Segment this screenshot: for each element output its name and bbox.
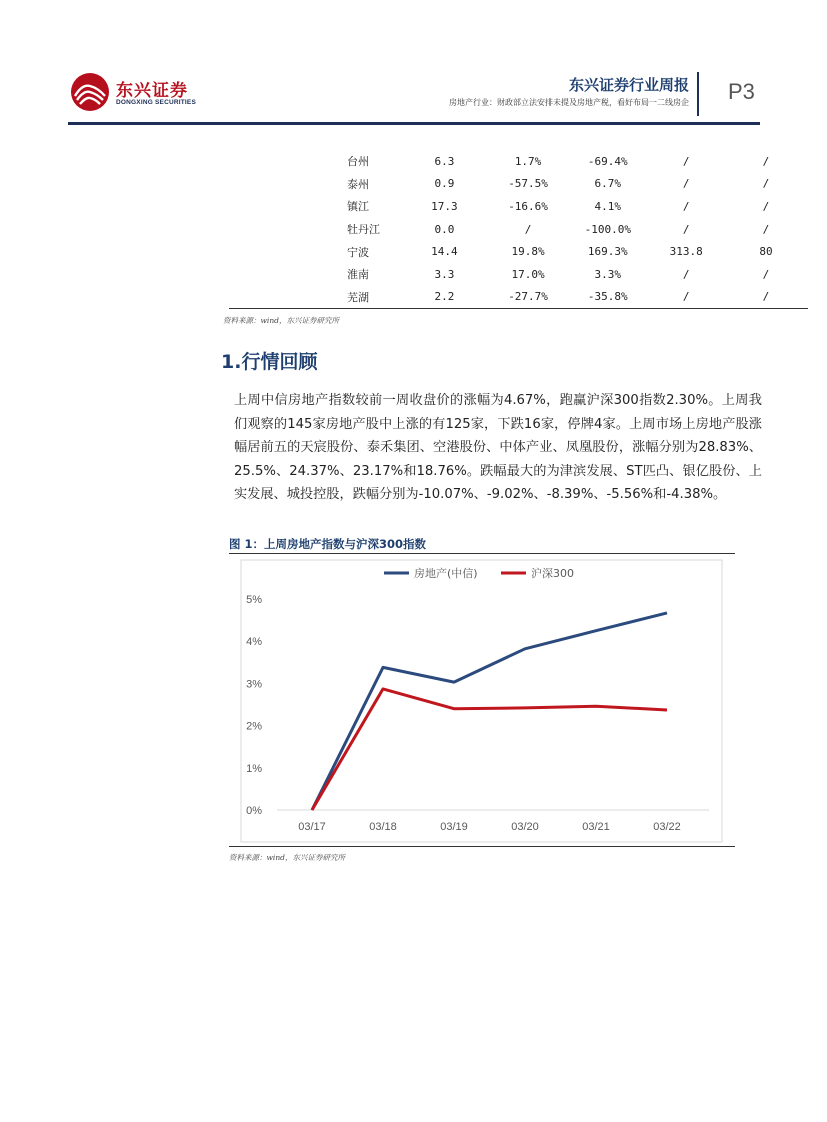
value-cell-v1: 6.3 [434, 154, 455, 168]
value-cell-v3: 169.3% [587, 245, 628, 259]
table-source-note: 资料来源：wind，东兴证券研究所 [223, 316, 339, 325]
value-cell-v4: / [682, 177, 690, 191]
value-cell-v5: / [762, 199, 770, 213]
chart-legend [384, 566, 574, 580]
value-cell-v2: -16.6% [508, 199, 548, 213]
series-lines [312, 613, 667, 810]
city-name-cell: 牡丹江 [347, 223, 380, 237]
x-tick-label: 03/21 [582, 821, 610, 833]
value-cell-v4: / [682, 199, 690, 213]
market-review-paragraph [234, 389, 762, 507]
value-cell-v2: -27.7% [508, 290, 548, 304]
value-cell-v5: / [762, 154, 770, 168]
table-row [229, 286, 807, 309]
x-tick-label: 03/17 [298, 821, 326, 833]
city-name-cell: 台州 [347, 155, 369, 169]
value-cell-v1: 2.2 [434, 290, 455, 304]
series-line-0 [312, 613, 667, 810]
y-axis [246, 594, 262, 817]
table-row [229, 240, 807, 263]
paragraph-text: 上周中信房地产指数较前一周收盘价的涨幅为4.67%，跑赢沪深300指数2.30%。上周我们观察的145家房地产股中上涨的有125家，下跌16家，停牌4家。上周市场上房地产股涨幅居前五的天宸股份、泰禾集团、空港股份、中体产业、凤凰股份，涨幅分别为28.83%、25.5%、24.37%、23.17%和18.76%。跌幅最大的为津滨发展、ST匹凸、银亿股份、上实发展、城投控股，跌幅分别为-10.07%、-9.02%、-8.39%、-5.56%和-4.38%。 [234, 393, 762, 503]
value-cell-v2: / [524, 222, 532, 236]
table-row [229, 263, 807, 286]
city-name-cell: 宁波 [347, 245, 369, 259]
legend-label-0: 房地产(中信) [414, 567, 478, 580]
value-cell-v4: / [682, 154, 690, 168]
figure-bottom-rule [229, 846, 735, 847]
value-cell-v3: -35.8% [587, 290, 628, 304]
value-cell-v5: / [762, 290, 770, 304]
value-cell-v4: / [682, 290, 690, 304]
header-rule [68, 122, 760, 125]
city-name-cell: 镇江 [347, 200, 369, 214]
city-name-cell: 芜湖 [347, 290, 369, 304]
value-cell-v3: -100.0% [584, 222, 631, 236]
logo-text-cn: 东兴证券 [116, 81, 188, 101]
chart-frame [241, 560, 722, 842]
value-cell-v1: 3.3 [434, 267, 455, 281]
value-cell-v4: / [682, 267, 690, 281]
value-cell-v2: 17.0% [511, 267, 545, 281]
table-bottom-rule [229, 308, 808, 309]
y-tick-label: 0% [246, 805, 262, 817]
y-tick-label: 2% [246, 720, 262, 733]
line-chart [229, 554, 735, 846]
table-row [229, 173, 807, 196]
y-tick-label: 5% [246, 594, 262, 606]
header-divider [697, 72, 699, 116]
x-tick-label: 03/22 [653, 821, 681, 833]
value-cell-v3: 3.3% [594, 267, 621, 281]
figure-source-note: 资料来源：wind，东兴证券研究所 [229, 853, 345, 862]
report-title: 东兴证券行业周报 [568, 76, 689, 94]
figure-title: 图 1：上周房地产指数与沪深300指数 [229, 537, 427, 551]
x-axis [277, 810, 709, 833]
value-cell-v1: 14.4 [431, 245, 458, 259]
value-cell-v3: 6.7% [594, 177, 621, 191]
legend-label-1: 沪深300 [531, 567, 574, 580]
logo-text-en: DONGXING SECURITIES [116, 99, 197, 106]
value-cell-v1: 0.0 [434, 222, 455, 236]
x-tick-label: 03/18 [369, 821, 397, 833]
city-name-cell: 淮南 [347, 268, 369, 282]
value-cell-v3: -69.4% [587, 154, 628, 168]
value-cell-v1: 0.9 [434, 177, 455, 191]
table-row [229, 150, 807, 173]
y-tick-label: 4% [246, 636, 262, 649]
value-cell-v5: / [762, 267, 770, 281]
company-logo-icon [70, 72, 110, 112]
value-cell-v5: / [762, 222, 770, 236]
x-tick-label: 03/19 [440, 821, 468, 833]
y-tick-label: 3% [246, 678, 262, 691]
y-tick-label: 1% [246, 762, 262, 775]
value-cell-v4: 313.8 [669, 245, 703, 259]
value-cell-v2: 19.8% [511, 245, 545, 259]
value-cell-v5: 80 [759, 245, 773, 259]
value-cell-v4: / [682, 222, 690, 236]
report-subtitle: 房地产行业：财政部立法安排未提及房地产税，看好布局一二线房企 [449, 98, 689, 107]
city-data-table [229, 150, 807, 308]
value-cell-v2: 1.7% [514, 154, 542, 168]
x-tick-label: 03/20 [511, 821, 539, 833]
value-cell-v2: -57.5% [508, 177, 548, 191]
page-number: P3 [728, 79, 755, 104]
series-line-1 [312, 689, 667, 810]
table-row [229, 218, 807, 241]
value-cell-v5: / [762, 177, 770, 191]
table-row [229, 195, 807, 218]
city-name-cell: 泰州 [347, 177, 369, 191]
value-cell-v1: 17.3 [431, 199, 458, 213]
value-cell-v3: 4.1% [594, 199, 621, 213]
section-heading: 1.行情回顾 [221, 351, 318, 373]
